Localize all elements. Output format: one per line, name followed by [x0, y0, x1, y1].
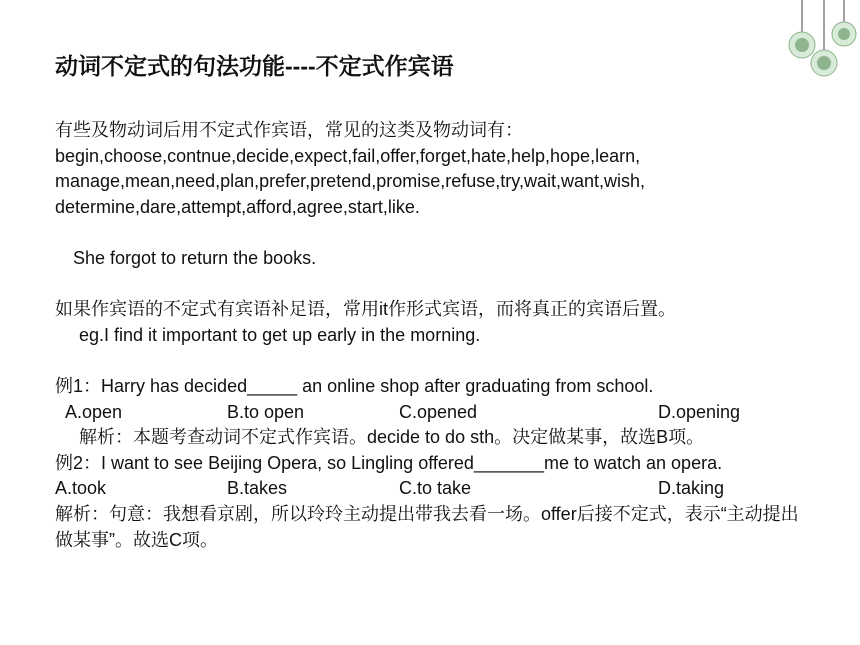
rule-example: eg.I find it important to get up early in the morning. — [79, 324, 481, 345]
intro-line-3: manage,mean,need,plan,prefer,pretend,promise,refuse,try,wait,want,wish, — [55, 171, 645, 192]
q1-option-d: D.opening — [658, 401, 741, 422]
q1-analysis: 解析：本题考查动词不定式作宾语。decide to do sth。决定做某事，故选B项。 — [79, 427, 705, 448]
example-sentence: She forgot to return the books. — [73, 247, 317, 268]
q1-option-b: B.to open — [227, 401, 305, 422]
content-body — [55, 118, 815, 553]
q2-option-c: C.to take — [399, 478, 472, 499]
q2-question: 例2：I want to see Beijing Opera, so Lingling offered_______me to watch an opera. — [55, 452, 723, 473]
q2-option-a: A.took — [55, 478, 107, 499]
q2-options — [55, 476, 815, 502]
q1-options — [55, 400, 815, 426]
intro-line-4: determine,dare,attempt,afford,agree,start,like. — [55, 196, 420, 217]
q1-question: 例1：Harry has decided_____ an online shop after graduating from school. — [55, 375, 654, 396]
q2-option-d: D.taking — [658, 478, 725, 499]
rule-text: 如果作宾语的不定式有宾语补足语，常用it作形式宾语，而将真正的宾语后置。 — [55, 299, 676, 320]
intro-line-2: begin,choose,contnue,decide,expect,fail,offer,forget,hate,help,hope,learn, — [55, 145, 641, 166]
page-title: 动词不定式的句法功能----不定式作宾语 — [55, 53, 454, 79]
q1-option-a: A.open — [65, 401, 123, 422]
q2-analysis: 解析：句意：我想看京剧，所以玲玲主动提出带我去看一场。offer后接不定式，表示“主动提出做某事”。故选C项。 — [55, 503, 799, 550]
q1-option-c: C.opened — [399, 401, 478, 422]
hanging-lamps-decoration — [780, 0, 860, 90]
q2-option-b: B.takes — [227, 478, 288, 499]
intro-line-1: 有些及物动词后用不定式作宾语，常见的这类及物动词有： — [55, 120, 523, 140]
